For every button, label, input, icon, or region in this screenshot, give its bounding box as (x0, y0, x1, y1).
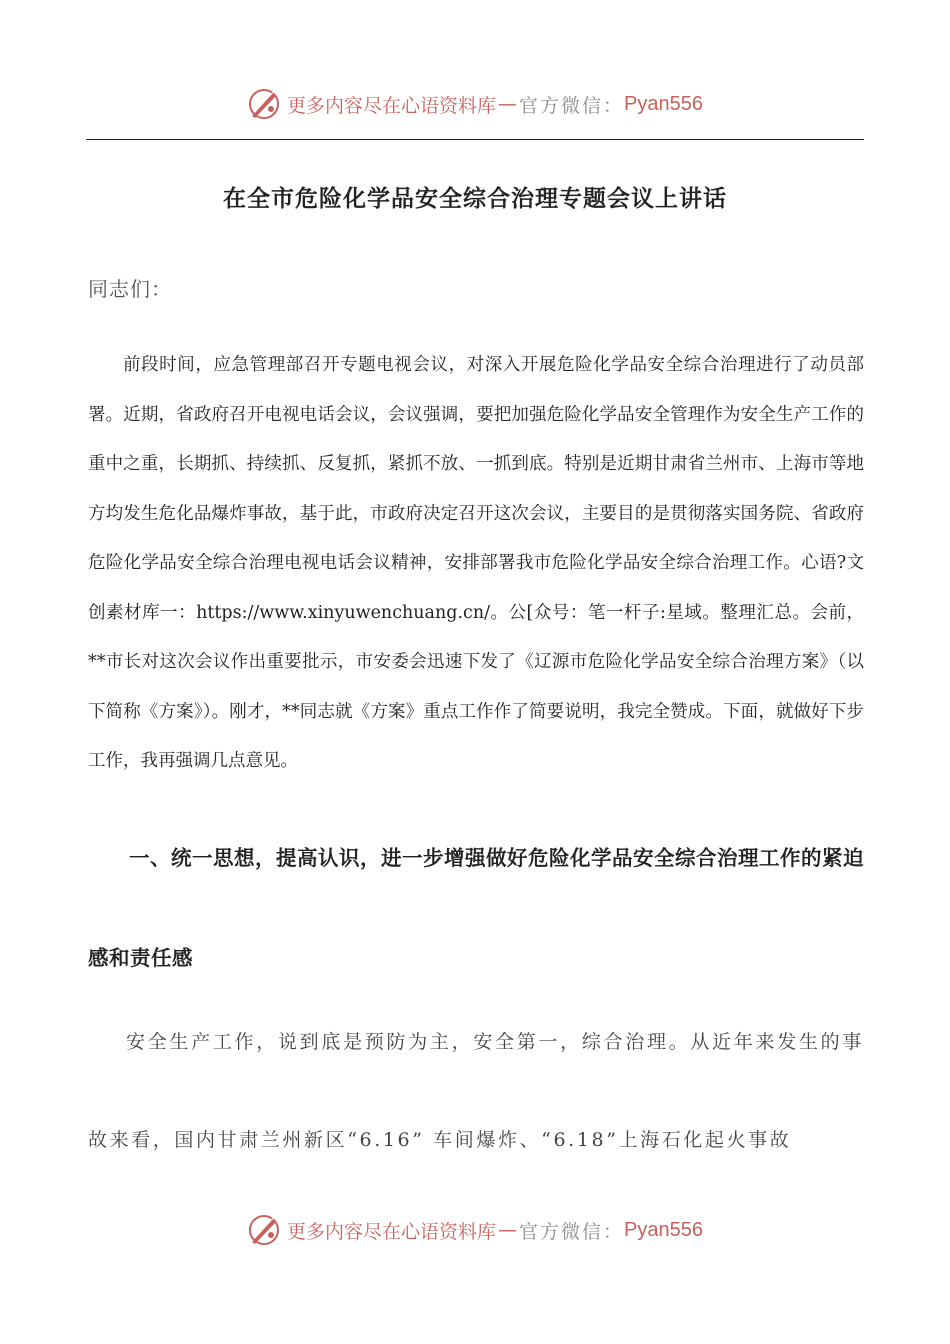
banner-wechat-id: Pyan556 (624, 92, 703, 115)
banner-wechat-id: Pyan556 (624, 1218, 703, 1241)
section-heading-1: 一、统一思想，提高认识，进一步增强做好危险化学品安全综合治理工作的紧迫感和责任感 (88, 846, 864, 970)
banner-label: 官方微信： (519, 1220, 625, 1243)
body-paragraph-1: 前段时间，应急管理部召开专题电视会议，对深入开展危险化学品安全综合治理进行了动员部署。近期，省政府召开电视电话会议，会议强调，要把加强危险化学品安全管理作为安全生产工作的重中之重，长期抓、持续抓、反复抓，紧抓不放、一抓到底。特别是近期甘肃省兰州市、上海市等地方均发生危化品爆炸事故，基于此，市政府决定召开这次会议，主要目的是贯彻落实国务院、省政府危险化学品安全综合治理电视电话会议精神，安排部署我市危险化学品安全综合治理工作。心语?文创素材库一：https://www.xinyuwenchuang.cn/。公[众号：笔一杆子:星域。整理汇总。会前，**市长对这次会议作出重要批示，市安委会迅速下发了《辽源市危险化学品安全综合治理方案》（以下简称《方案》）。刚才，**同志就《方案》重点工作作了简要说明，我完全赞成。下面，就做好下步工作，我再强调几点意见。 (88, 355, 864, 771)
body-paragraph-2: 安全生产工作，说到底是预防为主，安全第一，综合治理。从近年来发生的事故来看，国内甘肃兰州新区“6.16” 车间爆炸、“6.18”上海石化起火事故 (88, 1031, 864, 1151)
document-title: 在全市危险化学品安全综合治理专题会议上讲话 (223, 186, 727, 212)
header-divider (86, 139, 864, 140)
footer-banner (0, 1210, 950, 1250)
header-banner (0, 84, 950, 124)
banner-brand: 更多内容尽在心语资料库 (287, 94, 497, 117)
banner-separator: — (498, 1219, 518, 1241)
banner-brand: 更多内容尽在心语资料库 (287, 1220, 497, 1243)
quill-pen-logo-icon (247, 87, 281, 121)
salutation: 同志们： (88, 277, 172, 301)
banner-separator: — (498, 93, 518, 115)
banner-label: 官方微信： (519, 94, 625, 117)
quill-pen-logo-icon (247, 1213, 281, 1247)
